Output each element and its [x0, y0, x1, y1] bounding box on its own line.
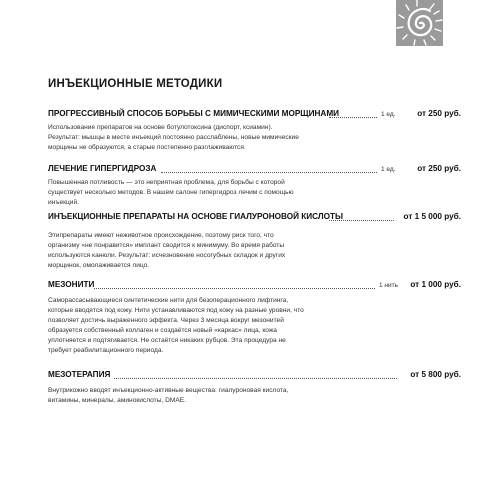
service-description: Внутрикожно вводят инъекционно-активные вещества: гиалуроновая кислота, витамины, минералы, аминокислоты, DMAE. — [48, 387, 289, 404]
leader-dots — [329, 220, 394, 221]
service-item-mesothreads — [48, 280, 461, 355]
ammonite-shell-logo-icon — [396, 0, 443, 46]
service-item-hyaluronic — [48, 212, 461, 271]
leader-dots — [161, 172, 377, 173]
service-description: Повышенная потливость — это неприятная проблема, для борьбы с которой существует несколько методов. В нашем салоне гипергидроз лечим с помощью инъекций. — [48, 179, 294, 206]
service-price: от 250 руб. — [417, 164, 461, 173]
leader-dots — [94, 288, 375, 289]
service-item-botox — [48, 109, 461, 153]
service-price: от 5 800 руб. — [410, 370, 461, 379]
service-price: от 1 5 000 руб. — [403, 212, 461, 221]
service-description: Саморассасывающиеся синтетические нити для безоперационного лифтинга, которые вводятся под кожу. Нити устанавливаются под кожу на разные уровни, что позволяет достичь выраженного эффекта. Через 3 месяца вокруг мезонитей образуется собственный коллаген и создаётся новый «каркас» лица, кожа уплотняется и подтягивается. Не остаётся никаких рубцов. Эта процедура не требует реабилитационного периода. — [48, 297, 304, 354]
service-name: ПРОГРЕССИВНЫЙ СПОСОБ БОРЬБЫ С МИМИЧЕСКИМИ МОРЩИНАМИ — [48, 109, 340, 118]
service-name: МЕЗОТЕРАПИЯ — [48, 370, 111, 379]
section-title: ИНЪЕКЦИОННЫЕ МЕТОДИКИ — [48, 78, 223, 90]
service-unit: 1 нить — [379, 282, 399, 289]
leader-dots — [329, 117, 377, 118]
service-price: от 250 руб. — [417, 109, 461, 118]
service-unit: 1 ед. — [381, 111, 396, 118]
leader-dots — [114, 378, 397, 379]
service-price: от 1 000 руб. — [410, 280, 461, 289]
service-item-hyperhidrosis — [48, 164, 461, 208]
service-description: Использование препаратов на основе ботулотоксина (диспорт, ксиамин). Результат: мышцы в месте инъекций постоянно расслаблены, новые мимические морщины не образуются, а старые постепенно разглаживаются. — [48, 124, 299, 151]
service-unit: 1 ед. — [381, 166, 396, 173]
service-name: ИНЪЕКЦИОННЫЕ ПРЕПАРАТЫ НА ОСНОВЕ ГИАЛУРОНОВОЙ КИСЛОТЫ — [48, 212, 343, 221]
service-item-mesotherapy — [48, 370, 461, 406]
service-description: Этипрепараты имеют неживотное происхождение, поэтому риск того, что организму «не понравится» имплант сводится к минимуму. Во время работы используются канюли. Результат: исчезновение носогубных складок и других морщинок, омолаживается лицо. — [48, 232, 286, 269]
service-name: ЛЕЧЕНИЕ ГИПЕРГИДРОЗА — [48, 164, 157, 173]
service-name: МЕЗОНИТИ — [48, 280, 95, 289]
